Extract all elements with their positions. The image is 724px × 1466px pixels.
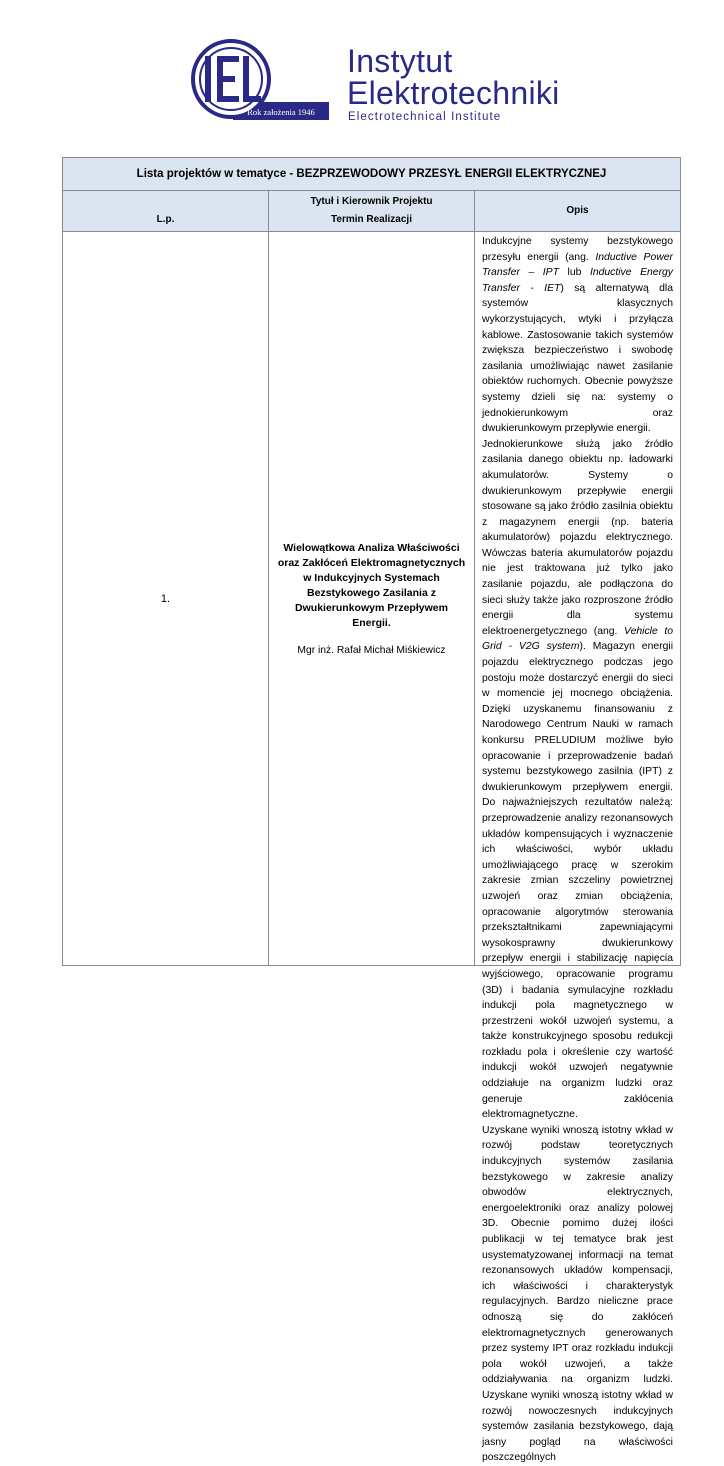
iel-emblem-icon [175, 38, 347, 130]
table-row [63, 232, 681, 966]
desc-text: ) są alternatywą dla systemów klasycznych wykorzystujących, wtyki i przyłącza kablowe. Zastosowanie takich systemów zwiększa bezpieczeństwo i swobodę zasilania umożliwiając nawet zasilanie obiektów ruchomych. Obecnie powyższe systemy dzieli się na: systemy o jednokierunkowym oraz dwukierunkowym przepływie energii. [482, 282, 673, 435]
description-paragraph-1 [482, 234, 673, 437]
projects-table [62, 157, 681, 1464]
project-description [475, 232, 680, 1464]
column-header-title-line1: Tytuł i Kierownik Projektu [310, 196, 433, 207]
description-paragraph-3: Uzyskane wyniki wnoszą istotny wkład w rozwój podstaw teoretycznych indukcyjnych systemów zasilania bezstykowego w zakresie analizy obwodów elektrycznych, energoelektroniki oraz analizy polowej 3D. Obecnie pomimo dużej ilości publikacji w tej tematyce brak jest usystematyzowanej informacji na temat rezonansowych układów kompensacji, ich właściwości i charakterystyk regulacyjnych. Bardzo nieliczne prace odnoszą się do zakłóceń elektromagnetycznych generowanych przez systemy IPT oraz rozkładu indukcji pola wokół uzwojeń, a także oddziaływania na organizm ludzki. Uzyskane wyniki wnoszą istotny wkład w rozwój nowoczesnych indukcyjnych systemów zasilania bezstykowego, dają jasny pogląd na właściwości poszczególnych [482, 1124, 673, 1464]
desc-text: Indukcyjne systemy bezstykowego przesyłu energii (ang. [482, 236, 673, 263]
project-lead: Mgr inż. Rafał Michał Miśkiewicz [297, 645, 446, 656]
desc-term: Vehicle to Grid - V2G system [482, 625, 673, 653]
table-title: Lista projektów w tematyce - BEZPRZEWODOWY PRZESYŁ ENERGII ELEKTRYCZNEJ [63, 158, 681, 191]
project-title: Wielowątkowa Analiza Właściwości oraz Zakłóceń Elektromagnetycznych w Indukcyjnych Systemach Bezstykowego Zasilania z Dwukierunkowym Przepływem Energii. [277, 542, 466, 629]
institute-name-english: Electrotechnical Institute [348, 111, 502, 123]
column-header-title-line2: Termin Realizacji [331, 214, 412, 225]
column-header-title [269, 191, 475, 232]
desc-term: Inductive Energy Transfer - IET [482, 267, 673, 294]
description-paragraph-2 [482, 437, 673, 1123]
desc-text: lub [558, 267, 590, 279]
column-header-desc: Opis [475, 191, 681, 232]
founded-text: Rok założenia 1946 [247, 107, 315, 117]
institute-name-line1: Instytut [347, 43, 453, 79]
column-header-lp-label: L.p. [156, 214, 175, 225]
project-title-cell [269, 232, 475, 966]
desc-text: Jednokierunkowe służą jako źródło zasilania danego obiektu np. ładowarki akumulatorów. Systemy o dwukierunkowym przepływie energii stosowane są jako źródło zasilnia obiektu z magazynem energii (np. bateria akumulatorów) pojazdu elektrycznego. Wówczas bateria akumulatorów pojazdu nie jest traktowana już tylko jako zasilanie pojazdu, ale podłączona do sieci służy także jako rozproszone źródło energii dla systemu elektroenergetycznego (ang. [482, 438, 673, 637]
desc-term: Inductive Power Transfer – IPT [482, 251, 673, 279]
row-number: 1. [63, 232, 269, 966]
institute-name-line2: Elektrotechniki [347, 75, 560, 111]
desc-text: ). Magazyn energii pojazdu elektrycznego podczas jego postoju może dostarczyć energii do sieci w momencie jej mocnego obciążenia. Dzięki uzyskanemu finansowaniu z Narodowego Centrum Nauki w ramach konkursu PRELUDIUM możliwe było opracowanie i przeprowadzenie badań systemu bezstykowego zasilnia (IPT) z dwukierunkowym przepływem energii. Do najważniejszych rezultatów należą: przeprowadzenie analizy rezonansowych układów kompensujących i wyznaczenie ich właściwości, wybór układu umożliwiającego pracę w szerokim zakresie zmian szczeliny powietrznej uzwojeń oraz zmian obciążenia, opracowanie algorytmów sterowania przekształtnikami zapewniającymi wysokosprawny dwukierunkowy przepływ energii i stabilizację napięcia wyjściowego, opracowanie programu (3D) i badania symulacyjne rozkładu indukcji pola magnetycznego w przestrzeni wokół uzwojeń systemu, a także konstrukcyjnego sposobu redukcji rozkładu pola i określenie czy wartość indukcji wokół uzwojeń negatywnie oddziałuje na organizm ludzki oraz generuje zakłócenia elektromagnetyczne. [482, 641, 673, 1121]
column-header-lp [63, 191, 269, 232]
project-description-cell [475, 232, 681, 1464]
institute-logo [175, 38, 560, 130]
